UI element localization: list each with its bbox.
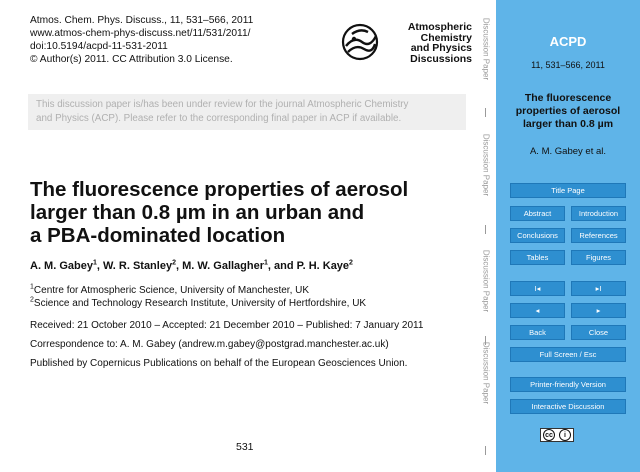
author: W. R. Stanley [103,260,173,272]
sidebar-title: The fluorescence properties of aerosol larger than 0.8 µm [515,92,621,130]
paper-title: The fluorescence properties of aerosol larger than 0.8 µm in an urban and a PBA-dominated location [30,178,409,247]
egu-globe-icon [340,22,380,62]
side-label: Discussion Paper [481,341,491,405]
url-line[interactable]: www.atmos-chem-phys-discuss.net/11/531/2011/ [30,28,251,39]
back-button[interactable]: Back [510,325,565,340]
first-page-button[interactable]: I◂ [510,281,565,296]
tables-button[interactable]: Tables [510,250,565,265]
sidebar-journal: ACPD [549,34,587,49]
cc-license-badge[interactable] [540,428,574,442]
publisher-note: Published by Copernicus Publications on behalf of the European Geosciences Union. [30,358,408,369]
affiliation-1: $^1$Centre for Atmospheric Science, University of Manchester, UK [30,283,310,296]
side-separator [485,446,486,455]
side-separator [485,108,486,117]
correspondence: Correspondence to: A. M. Gabey (andrew.m.gabey@postgrad.manchester.ac.uk) [30,339,389,350]
copyright-line: © Author(s) 2011. CC Attribution 3.0 License. [30,54,233,65]
by-attribution-icon: i [559,429,571,441]
author: P. H. Kaye [296,260,350,272]
author: M. W. Gallagher [182,260,265,272]
affiliation-2: $^2$Science and Technology Research Institute, University of Hertfordshire, UK [30,296,367,309]
figures-button[interactable]: Figures [571,250,626,265]
conclusions-button[interactable]: Conclusions [510,228,565,243]
page-number: 531 [236,441,254,453]
next-page-button[interactable]: ▸ [571,303,626,318]
review-notice: This discussion paper is/has been under review for the journal Atmospheric Chemistry and Physics (ACP). Please refer to the corresponding final paper in ACP if available. [28,94,466,130]
fullscreen-button[interactable]: Full Screen / Esc [510,347,626,362]
title-page-button[interactable]: Title Page [510,183,626,198]
side-label: Discussion Paper [481,133,491,197]
doi-line: doi:10.5194/acpd-11-531-2011 [30,41,168,52]
logo-wordmark: Atmospheric Chemistry and Physics Discussions [407,21,472,65]
side-separator [485,225,486,234]
author: A. M. Gabey [30,260,93,272]
author-list: A. M. Gabey$^1$, W. R. Stanley$^2$, M. W. Gallagher$^1$, and P. H. Kaye$^2$ [30,259,353,272]
sidebar-authors: A. M. Gabey et al. [529,146,607,157]
journal-logo [340,20,474,70]
introduction-button[interactable]: Introduction [571,206,626,221]
sidebar-pages: 11, 531–566, 2011 [531,60,605,70]
side-label: Discussion Paper [481,17,491,81]
received-dates: Received: 21 October 2010 – Accepted: 21 December 2010 – Published: 7 January 2011 [30,320,424,331]
printer-friendly-button[interactable]: Printer-friendly Version [510,377,626,392]
references-button[interactable]: References [571,228,626,243]
side-label: Discussion Paper [481,249,491,313]
interactive-discussion-button[interactable]: Interactive Discussion [510,399,626,414]
last-page-button[interactable]: ▸I [571,281,626,296]
cc-icon: cc [543,429,555,441]
journal-line: Atmos. Chem. Phys. Discuss., 11, 531–566, 2011 [30,15,254,26]
citation-header [30,14,253,66]
abstract-button[interactable]: Abstract [510,206,565,221]
close-button[interactable]: Close [571,325,626,340]
prev-page-button[interactable]: ◂ [510,303,565,318]
